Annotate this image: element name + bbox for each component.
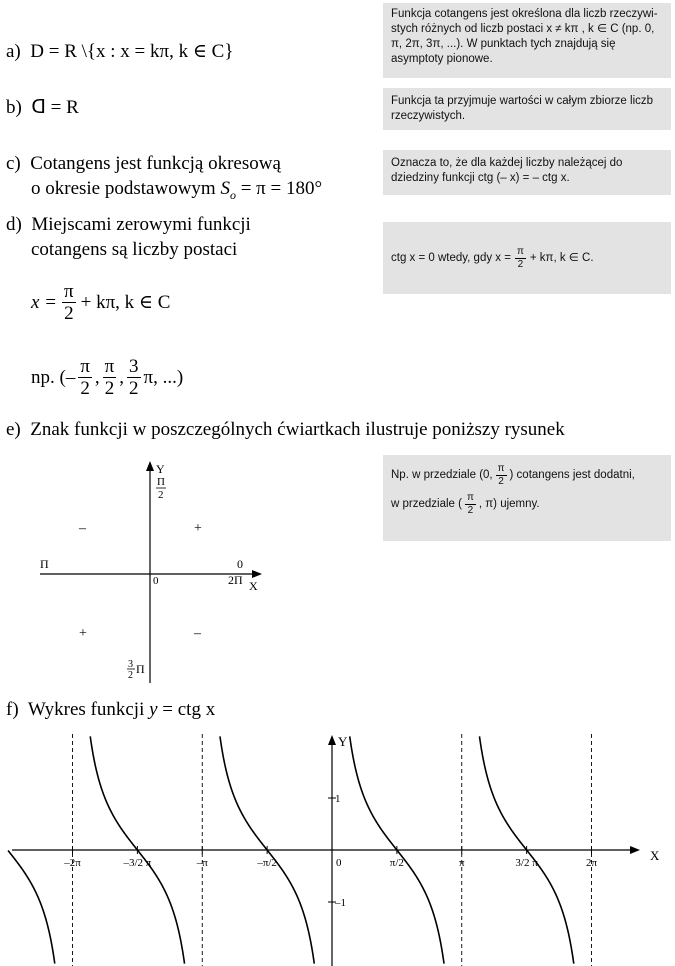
- item-d: [6, 213, 251, 236]
- quadrant-q2-sign: –: [79, 521, 86, 536]
- note-e-l1-post: ) cotangens jest dodatni,: [509, 469, 635, 481]
- chart-y-tick-label: –1: [335, 897, 346, 909]
- zeros-frac-den: 2: [64, 303, 74, 324]
- chart-series-ctg-branch: [8, 851, 55, 964]
- ex1-num: π: [80, 356, 90, 377]
- ex2-den: 2: [104, 378, 115, 399]
- zeros-formula-rest: + kπ, k ∈ C: [80, 292, 171, 313]
- note-c-line1: Oznacza to, że dla każdej liczby należącej do: [391, 157, 623, 169]
- note-c: [383, 150, 671, 195]
- item-b-label: b): [6, 97, 22, 118]
- chart-x-tick-label: 2π: [585, 857, 598, 869]
- quadrant-top-den: 2: [158, 489, 164, 501]
- note-d: [383, 222, 671, 294]
- chart-x-label: X: [650, 848, 660, 863]
- chart-x-tick-label: 0: [336, 857, 342, 869]
- item-c-line1: Cotangens jest funkcją okresową: [30, 153, 281, 174]
- ex3-num: 3: [129, 356, 139, 377]
- chart-y-label: Y: [338, 734, 348, 749]
- item-f-text-pre: Wykres funkcji: [27, 699, 150, 720]
- note-d-post: + kπ, k ∈ C.: [529, 251, 594, 264]
- note-d-num: π: [516, 245, 524, 257]
- item-c-line2-pre: o okresie podstawowym: [31, 178, 221, 199]
- item-f-text-post: = ctg x: [157, 699, 216, 720]
- note-d-den: 2: [517, 258, 524, 270]
- item-a-label: a): [6, 41, 21, 62]
- chart-x-tick-label: 3/2 π: [515, 857, 538, 869]
- item-e-label: e): [6, 419, 21, 440]
- note-e-l1-pre: Np. w przedziale (0,: [391, 469, 493, 481]
- note-e-l2-den: 2: [467, 505, 474, 516]
- note-c-line2: dziedziny funkcji ctg (– x) = – ctg x.: [391, 172, 570, 184]
- quadrant-bottom-den: 2: [128, 670, 133, 681]
- quadrant-q4-sign: –: [194, 626, 201, 641]
- zeros-formula-x: x =: [31, 292, 58, 313]
- quadrant-bottom-suffix: Π: [136, 662, 145, 676]
- chart-x-tick-label: –π: [196, 857, 208, 869]
- item-e-text: Znak funkcji w poszczególnych ćwiartkach ilustruje poniższy rysunek: [30, 419, 565, 440]
- item-f-text-y: y: [149, 699, 158, 720]
- zeros-formula: [31, 282, 170, 323]
- note-e-l2-pre: w przedziale (: [391, 498, 462, 510]
- item-d-line2: [31, 238, 237, 261]
- quadrant-y-arrow: [146, 461, 154, 471]
- item-d-label: d): [6, 214, 22, 235]
- zeros-example: np. (– $\frac{\pi}{2}$ , $\frac{\pi}{2}$ , $\frac{3}{2}$ π, ...): [31, 356, 184, 399]
- note-a-text: Funkcja cotangens jest określona dla liczb rzeczywi-stych różnych od liczb postaci x ≠ kπ , k ∈ C (np. 0, π, 2π, 3π, ...). W punktach tych znajdują się asymptoty pionowe.: [391, 8, 658, 65]
- note-e-l2-frac: [465, 493, 476, 516]
- item-c-label: c): [6, 153, 21, 174]
- item-b: [6, 96, 79, 119]
- note-e-l1-den: 2: [498, 476, 504, 487]
- note-e-line2: [391, 493, 663, 516]
- note-e-l1-num: π: [497, 463, 505, 474]
- note-d-pre: ctg x = 0 wtedy, gdy x =: [391, 251, 511, 264]
- quadrant-origin: 0: [153, 575, 159, 587]
- quadrant-diagram: [0, 455, 300, 685]
- chart-x-tick-label: –2π: [64, 857, 81, 869]
- item-d-line2-text: cotangens są liczby postaci: [31, 239, 238, 260]
- note-b: [383, 88, 671, 130]
- zeros-example-pre: np. (–: [31, 367, 76, 388]
- quadrant-top-num: Π: [157, 476, 165, 488]
- item-d-line1: Miejscami zerowymi funkcji: [31, 214, 251, 235]
- note-e-l2-num: π: [466, 492, 474, 503]
- zeros-example-post: π, ...): [143, 367, 184, 388]
- note-e-l1-frac: [496, 464, 507, 487]
- chart-y-tick-label: 1: [335, 793, 341, 805]
- quadrant-q1-sign: +: [194, 521, 202, 536]
- chart-x-arrow: [630, 846, 640, 854]
- item-e: [6, 418, 565, 441]
- item-c: [6, 152, 281, 175]
- period-symbol: S: [220, 178, 230, 199]
- zeros-frac-num: π: [64, 281, 74, 302]
- note-e: [383, 455, 671, 541]
- quadrant-x-arrow: [252, 570, 262, 578]
- item-f: [6, 698, 215, 721]
- range-formula: ᗡ = R: [31, 97, 79, 118]
- zeros-formula-frac: [62, 282, 76, 323]
- note-b-text: Funkcja ta przyjmuje wartości w całym zbiorze liczb rzeczywistych.: [391, 95, 654, 122]
- quadrant-q3-sign: +: [79, 626, 87, 641]
- quadrant-x-label: X: [249, 579, 258, 593]
- chart-y-arrow: [328, 735, 336, 745]
- item-c-period: [31, 177, 322, 207]
- quadrant-bottom-num: 3: [128, 659, 133, 670]
- note-a: [383, 3, 671, 78]
- example-frac-3: [127, 357, 141, 398]
- ex1-den: 2: [80, 378, 90, 399]
- chart-x-tick-label: π/2: [389, 857, 404, 869]
- example-frac-2: [103, 357, 117, 398]
- quadrant-y-label: Y: [156, 462, 165, 476]
- note-e-l2-post: , π) ujemny.: [478, 498, 540, 510]
- item-c-line2-post: = π = 180°: [235, 178, 323, 199]
- quadrant-left-label: Π: [40, 557, 49, 571]
- note-d-frac: [515, 247, 526, 270]
- ex3-den: 2: [129, 378, 139, 399]
- cotangent-chart: [0, 730, 675, 966]
- domain-formula: D = R \{x : x = kπ, k ∈ C}: [30, 41, 234, 62]
- chart-x-tick-label: –3/2 π: [123, 857, 152, 869]
- example-frac-1: [78, 357, 92, 398]
- period-subscript: o: [229, 187, 236, 202]
- ex2-num: π: [104, 356, 115, 377]
- chart-x-tick-label: π: [458, 857, 465, 869]
- quadrant-right-bottom: 2Π: [228, 573, 243, 587]
- quadrant-right-top: 0: [237, 557, 243, 571]
- item-f-label: f): [6, 699, 19, 720]
- chart-x-tick-label: –π/2: [257, 857, 277, 869]
- note-e-line1: [391, 464, 663, 487]
- item-a: [6, 40, 233, 63]
